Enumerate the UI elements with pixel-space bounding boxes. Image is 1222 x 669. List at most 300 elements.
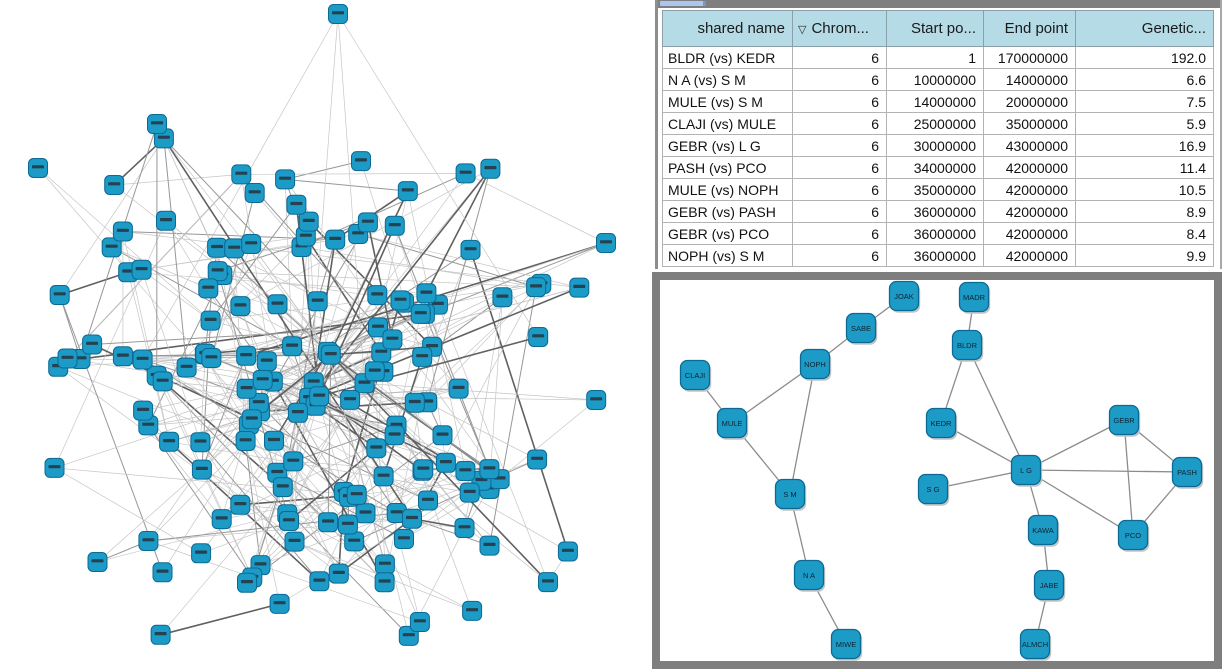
network-node[interactable]	[385, 426, 404, 445]
network-node[interactable]	[153, 372, 172, 391]
node-label-smudge	[355, 158, 367, 161]
node-label-smudge	[240, 353, 252, 356]
network-node-BLDR[interactable]	[953, 331, 984, 362]
network-node[interactable]	[597, 234, 616, 253]
table-cell: 9.9	[1076, 245, 1214, 267]
node-label: L G	[1020, 466, 1032, 475]
node-label-smudge	[391, 510, 403, 513]
network-node[interactable]	[253, 371, 272, 390]
network-node[interactable]	[192, 460, 211, 479]
table-cell: 42000000	[984, 179, 1076, 201]
node-label-smudge	[283, 518, 295, 521]
table-cell: MULE (vs) S M	[663, 91, 793, 113]
network-node[interactable]	[148, 115, 167, 134]
node-label-smudge	[422, 498, 434, 501]
network-node[interactable]	[105, 176, 124, 195]
node-label: SABE	[850, 324, 872, 333]
node-label-smudge	[255, 562, 267, 565]
node-label: N A	[802, 571, 816, 580]
node-label-smudge	[333, 571, 345, 574]
node-label-smudge	[136, 267, 148, 270]
table-cell: 170000000	[984, 47, 1076, 69]
node-label: MIWE	[835, 640, 857, 649]
node-label-smudge	[483, 466, 495, 469]
network-node[interactable]	[587, 391, 606, 410]
network-node[interactable]	[367, 439, 386, 458]
table-row[interactable]	[663, 91, 1214, 113]
table-panel	[655, 0, 1222, 269]
table-row[interactable]	[663, 179, 1214, 201]
node-label: JABE	[1039, 581, 1059, 590]
network-node[interactable]	[375, 555, 394, 574]
node-label-smudge	[440, 460, 452, 463]
network-edge[interactable]	[240, 306, 313, 382]
network-node[interactable]	[461, 240, 480, 259]
node-label-smudge	[137, 408, 149, 411]
node-label-smudge	[160, 218, 172, 221]
node-label-smudge	[403, 633, 415, 636]
table-cell: 16.9	[1076, 135, 1214, 157]
node-label-smudge	[370, 445, 382, 448]
network-node[interactable]	[287, 195, 306, 214]
network-node[interactable]	[153, 563, 172, 582]
network-node[interactable]	[385, 216, 404, 235]
node-label: JOAK	[894, 292, 914, 301]
network-node-JOAK[interactable]	[890, 282, 921, 313]
node-label-smudge	[117, 354, 129, 357]
node-label-smudge	[531, 457, 543, 460]
table-cell: 6	[793, 69, 887, 91]
network-node[interactable]	[527, 278, 546, 297]
node-label-smudge	[108, 182, 120, 185]
node-label-smudge	[329, 237, 341, 240]
network-node[interactable]	[242, 410, 261, 429]
node-label-smudge	[300, 234, 312, 237]
node-label-smudge	[151, 121, 163, 124]
network-node[interactable]	[310, 572, 329, 591]
network-node[interactable]	[225, 239, 244, 258]
node-label-smudge	[196, 467, 208, 470]
network-node[interactable]	[58, 349, 77, 368]
node-label: ALMCH	[1021, 640, 1049, 649]
network-node[interactable]	[345, 532, 364, 551]
node-label: MULE	[721, 419, 743, 428]
table-cell: 5.9	[1076, 113, 1214, 135]
filtered-network-panel[interactable]	[652, 272, 1222, 669]
node-label-smudge	[600, 240, 612, 243]
network-edge-NOPH-S M[interactable]	[790, 364, 815, 494]
network-node[interactable]	[208, 238, 227, 257]
network-node[interactable]	[283, 337, 302, 356]
network-node[interactable]	[410, 613, 429, 632]
network-node[interactable]	[368, 286, 387, 305]
node-label-smudge	[379, 579, 391, 582]
node-label-smudge	[181, 365, 193, 368]
network-node-ALMCH[interactable]	[1021, 630, 1052, 661]
network-node[interactable]	[358, 213, 377, 232]
node-label-smudge	[32, 165, 44, 168]
table-cell: 6	[793, 223, 887, 245]
node-label-smudge	[386, 337, 398, 340]
node-label-smudge	[562, 549, 574, 552]
node-label-smudge	[240, 438, 252, 441]
network-node[interactable]	[310, 387, 329, 406]
table-row[interactable]	[663, 201, 1214, 223]
network-edge[interactable]	[241, 173, 465, 174]
node-label-smudge	[466, 608, 478, 611]
table-cell: BLDR (vs) KEDR	[663, 47, 793, 69]
network-node[interactable]	[139, 532, 158, 551]
table-cell: 6	[793, 47, 887, 69]
network-node[interactable]	[463, 601, 482, 620]
table-cell: 6	[793, 201, 887, 223]
node-label-smudge	[378, 474, 390, 477]
node-label-smudge	[415, 311, 427, 314]
node-label: NOPH	[804, 360, 826, 369]
network-edge[interactable]	[55, 468, 202, 553]
network-node-JABE[interactable]	[1035, 571, 1066, 602]
network-node[interactable]	[151, 625, 170, 644]
network-node-S M[interactable]	[776, 480, 807, 511]
column-label: Start po...	[910, 20, 976, 37]
network-node[interactable]	[338, 515, 357, 534]
node-label-smudge	[49, 465, 61, 468]
network-edge[interactable]	[60, 272, 128, 295]
network-node-NOPH[interactable]	[801, 350, 832, 381]
network-node[interactable]	[280, 512, 299, 531]
network-node-SABE[interactable]	[847, 314, 878, 345]
node-label-smudge	[212, 268, 224, 271]
network-node[interactable]	[202, 349, 221, 368]
node-label-smudge	[235, 172, 247, 175]
node-label-smudge	[590, 397, 602, 400]
network-node[interactable]	[232, 165, 251, 184]
node-label-smudge	[158, 136, 170, 139]
node-label-smudge	[261, 359, 273, 362]
node-label-smudge	[389, 432, 401, 435]
network-node[interactable]	[528, 450, 547, 469]
network-node[interactable]	[383, 330, 402, 349]
column-label: shared name	[697, 20, 785, 37]
network-node[interactable]	[257, 352, 276, 371]
network-node[interactable]	[132, 260, 151, 279]
network-node[interactable]	[417, 284, 436, 303]
table-cell: N A (vs) S M	[663, 69, 793, 91]
node-label-smudge	[62, 356, 74, 359]
network-node[interactable]	[236, 432, 255, 451]
network-node[interactable]	[299, 212, 318, 231]
node-label-smudge	[137, 357, 149, 360]
network-node[interactable]	[157, 211, 176, 230]
network-node[interactable]	[352, 152, 371, 171]
network-node[interactable]	[558, 542, 577, 561]
node-label-smudge	[342, 522, 354, 525]
network-node[interactable]	[231, 495, 250, 514]
table-cell: 14000000	[984, 69, 1076, 91]
node-label-smudge	[286, 344, 298, 347]
node-label-smudge	[290, 202, 302, 205]
network-node-GEBR[interactable]	[1110, 406, 1141, 437]
network-node[interactable]	[245, 184, 264, 203]
table-row[interactable]	[663, 113, 1214, 135]
table-row[interactable]	[663, 223, 1214, 245]
network-node[interactable]	[414, 460, 433, 479]
network-node-L G[interactable]	[1012, 456, 1043, 487]
network-node[interactable]	[481, 159, 500, 178]
node-label-smudge	[86, 342, 98, 345]
node-label-smudge	[211, 245, 223, 248]
network-node[interactable]	[134, 401, 153, 420]
network-node[interactable]	[273, 478, 292, 497]
network-node[interactable]	[395, 530, 414, 549]
network-node[interactable]	[276, 170, 295, 189]
network-node[interactable]	[411, 304, 430, 323]
network-node-MADR[interactable]	[960, 283, 991, 314]
node-label: PASH	[1177, 468, 1197, 477]
node-label-smudge	[241, 580, 253, 583]
node-label-smudge	[426, 344, 438, 347]
network-node[interactable]	[285, 532, 304, 551]
table-cell: 10000000	[887, 69, 984, 91]
table-cell: 36000000	[887, 245, 984, 267]
table-cell: 6	[793, 91, 887, 113]
table-cell: GEBR (vs) PCO	[663, 223, 793, 245]
node-label-smudge	[414, 619, 426, 622]
network-node[interactable]	[326, 230, 345, 249]
network-node[interactable]	[237, 346, 256, 365]
network-node[interactable]	[288, 403, 307, 422]
node-label-smudge	[344, 397, 356, 400]
network-node[interactable]	[284, 452, 303, 471]
node-label-smudge	[279, 177, 291, 180]
network-node[interactable]	[329, 564, 348, 583]
network-node[interactable]	[433, 426, 452, 445]
network-node[interactable]	[329, 5, 348, 24]
column-header-shared-name[interactable]	[663, 11, 793, 47]
network-edge[interactable]	[114, 174, 241, 185]
network-node[interactable]	[113, 347, 132, 366]
table-cell: 42000000	[984, 223, 1076, 245]
network-node[interactable]	[460, 483, 479, 502]
node-label-smudge	[542, 579, 554, 582]
network-node[interactable]	[242, 235, 261, 254]
network-node[interactable]	[398, 182, 417, 201]
node-label-smudge	[303, 219, 315, 222]
network-node[interactable]	[308, 292, 327, 311]
network-node-PASH[interactable]	[1173, 458, 1204, 489]
node-label-smudge	[325, 352, 337, 355]
network-edge[interactable]	[161, 604, 280, 635]
network-node[interactable]	[403, 509, 422, 528]
filtered-network-canvas[interactable]	[660, 280, 1214, 661]
table-cell: 6.6	[1076, 69, 1214, 91]
network-node[interactable]	[529, 328, 548, 347]
network-node[interactable]	[456, 462, 475, 481]
network-node[interactable]	[192, 544, 211, 563]
table-cell: 34000000	[887, 157, 984, 179]
network-node[interactable]	[456, 164, 475, 183]
network-node-CLAJI[interactable]	[681, 361, 712, 392]
network-node[interactable]	[405, 393, 424, 412]
network-node[interactable]	[45, 458, 64, 477]
network-node[interactable]	[133, 350, 152, 369]
table-row[interactable]	[663, 69, 1214, 91]
network-node[interactable]	[455, 519, 474, 538]
network-node[interactable]	[208, 262, 227, 281]
column-header-start-position[interactable]	[887, 11, 984, 47]
network-edge[interactable]	[164, 138, 318, 301]
network-node-S G[interactable]	[919, 475, 950, 506]
table-cell: 42000000	[984, 157, 1076, 179]
network-node[interactable]	[480, 460, 499, 479]
node-label-smudge	[268, 438, 280, 441]
network-node[interactable]	[270, 594, 289, 613]
node-label: KAWA	[1032, 526, 1054, 535]
node-label: GEBR	[1113, 416, 1135, 425]
node-label-smudge	[312, 299, 324, 302]
node-label-smudge	[245, 241, 257, 244]
node-label-smudge	[484, 543, 496, 546]
node-label-smudge	[389, 223, 401, 226]
table-cell: PASH (vs) PCO	[663, 157, 793, 179]
network-node[interactable]	[375, 573, 394, 592]
network-node[interactable]	[449, 379, 468, 398]
column-header-genetic[interactable]	[1076, 11, 1214, 47]
node-label-smudge	[194, 439, 206, 442]
node-label-smudge	[292, 410, 304, 413]
network-node[interactable]	[268, 295, 287, 314]
network-node[interactable]	[365, 362, 384, 381]
network-node[interactable]	[347, 485, 366, 504]
network-node[interactable]	[539, 573, 558, 592]
node-label-smudge	[195, 551, 207, 554]
node-label-smudge	[277, 484, 289, 487]
node-label-smudge	[406, 516, 418, 519]
network-node[interactable]	[199, 279, 218, 298]
network-node[interactable]	[177, 358, 196, 377]
network-node[interactable]	[436, 453, 455, 472]
node-label-smudge	[155, 632, 167, 635]
table-row[interactable]	[663, 47, 1214, 69]
table-cell: 8.9	[1076, 201, 1214, 223]
node-label-smudge	[496, 295, 508, 298]
node-label-smudge	[464, 490, 476, 493]
table-cell: NOPH (vs) S M	[663, 245, 793, 267]
node-label-smudge	[371, 292, 383, 295]
node-label-smudge	[465, 247, 477, 250]
table-cell: 8.4	[1076, 223, 1214, 245]
table-cell: 6	[793, 179, 887, 201]
network-edge[interactable]	[426, 169, 490, 293]
network-node[interactable]	[212, 510, 231, 529]
node-label-smudge	[308, 379, 320, 382]
node-label-smudge	[234, 303, 246, 306]
table-cell: 6	[793, 157, 887, 179]
node-label-smudge	[530, 284, 542, 287]
network-node[interactable]	[321, 345, 340, 364]
node-label-smudge	[142, 538, 154, 541]
node-label-smudge	[271, 470, 283, 473]
network-node[interactable]	[480, 536, 499, 555]
network-node[interactable]	[391, 291, 410, 310]
table-row[interactable]	[663, 245, 1214, 267]
network-node[interactable]	[493, 288, 512, 307]
column-label: End point	[1004, 20, 1068, 37]
node-label-smudge	[453, 386, 465, 389]
network-node[interactable]	[419, 491, 438, 510]
network-node-MIWE[interactable]	[832, 630, 863, 661]
network-node[interactable]	[238, 573, 257, 592]
node-label: CLAJI	[684, 371, 706, 380]
network-edge[interactable]	[427, 169, 490, 402]
network-node[interactable]	[201, 311, 220, 330]
table-horizontal-scrollbar[interactable]	[658, 0, 1220, 8]
network-node[interactable]	[113, 222, 132, 241]
table-row[interactable]	[663, 135, 1214, 157]
node-label-smudge	[417, 467, 429, 470]
network-node-KEDR[interactable]	[927, 409, 958, 440]
table-header-row	[663, 11, 1214, 47]
node-label-smudge	[437, 433, 449, 436]
network-edge-GEBR-PCO[interactable]	[1124, 420, 1133, 535]
node-label-smudge	[202, 286, 214, 289]
node-label-smudge	[313, 394, 325, 397]
network-node[interactable]	[50, 286, 69, 305]
network-node[interactable]	[231, 297, 250, 316]
edge-attribute-table	[662, 10, 1214, 267]
network-node[interactable]	[341, 390, 360, 409]
node-label-smudge	[351, 492, 363, 495]
table-cell: GEBR (vs) PASH	[663, 201, 793, 223]
network-node-MULE[interactable]	[718, 409, 749, 440]
network-node-N A[interactable]	[795, 561, 826, 592]
column-header-end-point[interactable]	[984, 11, 1076, 47]
node-label-smudge	[246, 416, 258, 419]
network-node[interactable]	[88, 553, 107, 572]
network-edge[interactable]	[466, 173, 606, 243]
network-node[interactable]	[413, 347, 432, 366]
network-node-KAWA[interactable]	[1029, 516, 1060, 547]
node-label-smudge	[272, 302, 284, 305]
node-label-smudge	[106, 245, 118, 248]
network-edge-L G-PASH[interactable]	[1026, 470, 1187, 472]
scrollbar-thumb[interactable]	[660, 1, 706, 6]
network-node[interactable]	[160, 432, 179, 451]
node-label-smudge	[241, 386, 253, 389]
network-node-PCO[interactable]	[1119, 521, 1150, 552]
network-node[interactable]	[191, 433, 210, 452]
network-node[interactable]	[265, 431, 284, 450]
network-edge-BLDR-L G[interactable]	[967, 345, 1026, 470]
network-node[interactable]	[356, 504, 375, 523]
network-node[interactable]	[319, 513, 338, 532]
column-header-chromosome[interactable]	[793, 11, 887, 47]
node-label-smudge	[253, 400, 265, 403]
network-node[interactable]	[83, 335, 102, 354]
network-edge[interactable]	[285, 179, 408, 191]
table-cell: 42000000	[984, 201, 1076, 223]
node-label-smudge	[372, 325, 384, 328]
network-node[interactable]	[570, 278, 589, 297]
node-label-smudge	[416, 354, 428, 357]
node-label-smudge	[257, 377, 269, 380]
table-row[interactable]	[663, 157, 1214, 179]
filter-icon: ▽	[798, 24, 807, 36]
table-cell: 10.5	[1076, 179, 1214, 201]
network-node[interactable]	[374, 467, 393, 486]
node-label-smudge	[274, 601, 286, 604]
network-node[interactable]	[29, 159, 48, 178]
